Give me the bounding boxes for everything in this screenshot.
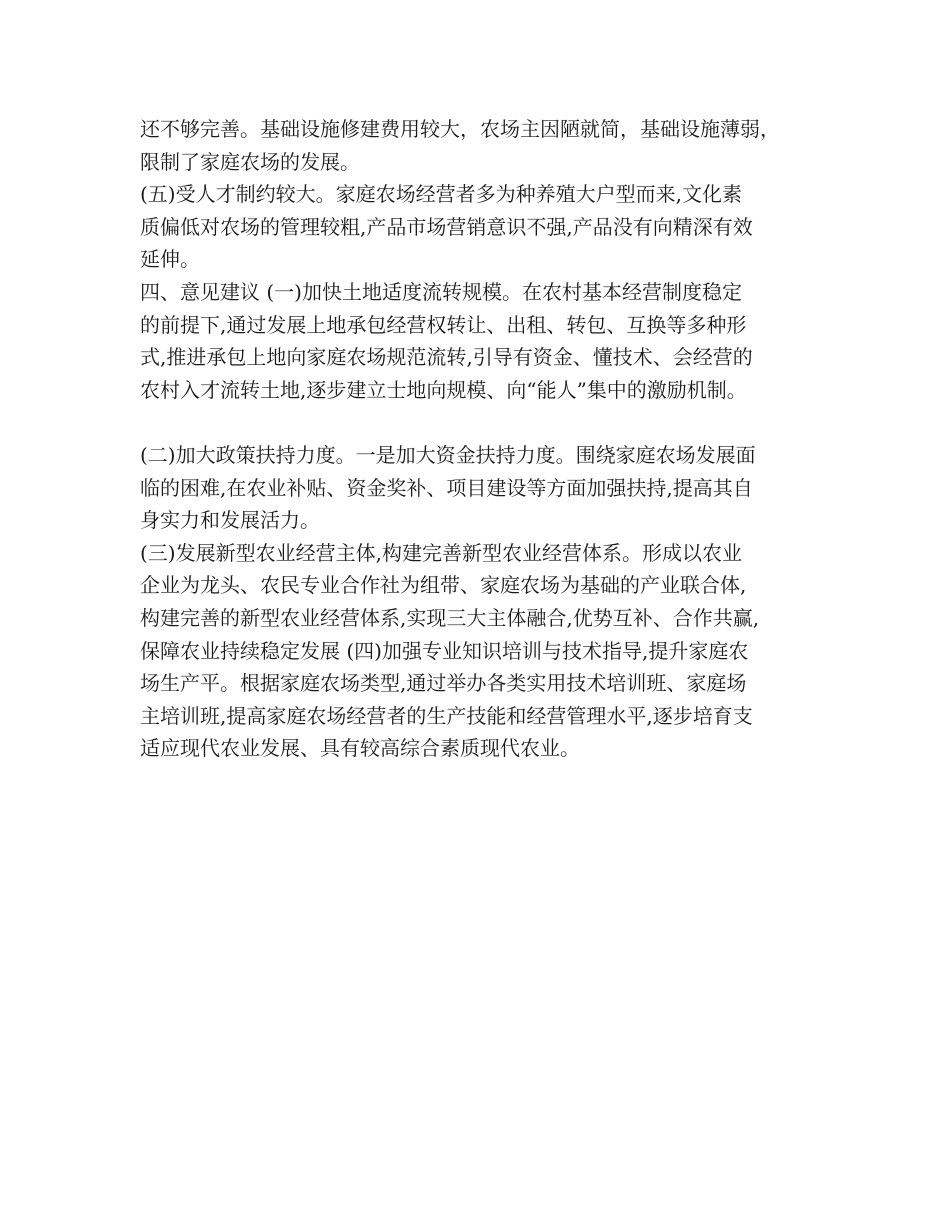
text-line: 延伸。	[140, 247, 200, 272]
text-line: 四、意见建议 (一)加快土地适度流转规模。在农村基本经营制度稳定	[140, 279, 742, 304]
text-line: (五)受人才制约较大。家庭农场经营者多为种养殖大户型而来,文化素	[140, 182, 742, 207]
text-line: 式,推进承包上地向家庭农场规范流转,引导有资金、懂技术、会经营的	[140, 345, 753, 370]
text-line: 临的困难,在农业补贴、资金奖补、项目建设等方面加强扶持,提高其自	[140, 475, 753, 500]
text-line: 适应现代农业发展、具有较高综合素质现代农业。	[140, 736, 580, 761]
text-line: 农村入才流转土地,逐步建立士地向规模、向“能人”集中的激励机制。	[140, 377, 747, 402]
text-line: 保障农业持续稳定发展 (四)加强专业知识培训与技术指导,提升家庭农	[140, 638, 749, 663]
text-line: 限制了家庭农场的发展。	[140, 149, 360, 174]
text-line: 企业为龙头、农民专业合作社为组带、家庭农场为基础的产业联合体,	[140, 573, 747, 598]
text-line: 场生产平。根据家庭农场类型,通过举办各类实用技术培训班、家庭场	[140, 671, 747, 696]
text-line: 构建完善的新型农业经营体系,实现三大主体融合,优势互补、合作共赢,	[140, 605, 760, 630]
text-line: 的前提下,通过发展上地承包经营权转让、出租、转包、互换等多种形	[140, 312, 747, 337]
document-page	[140, 113, 830, 765]
text-line: 主培训班,提高家庭农场经营者的生产技能和经营管理水平,逐步培育支	[140, 703, 753, 728]
text-line: 还不够完善。基础设施修建费用较大，农场主因陋就简，基础设施薄弱，	[140, 117, 780, 141]
text-line: (三)发展新型农业经营主体,构建完善新型农业经营体系。形成以农业	[140, 540, 742, 565]
text-line: (二)加大政策扶持力度。一是加大资金扶持力度。围绕家庭农场发展面	[140, 442, 756, 467]
blank-line	[140, 406, 830, 439]
text-line: 质偏低对农场的管理较粗,产品市场营销意识不强,产品没有向精深有效	[140, 214, 753, 239]
text-line: 身实力和发展活力。	[140, 508, 320, 533]
